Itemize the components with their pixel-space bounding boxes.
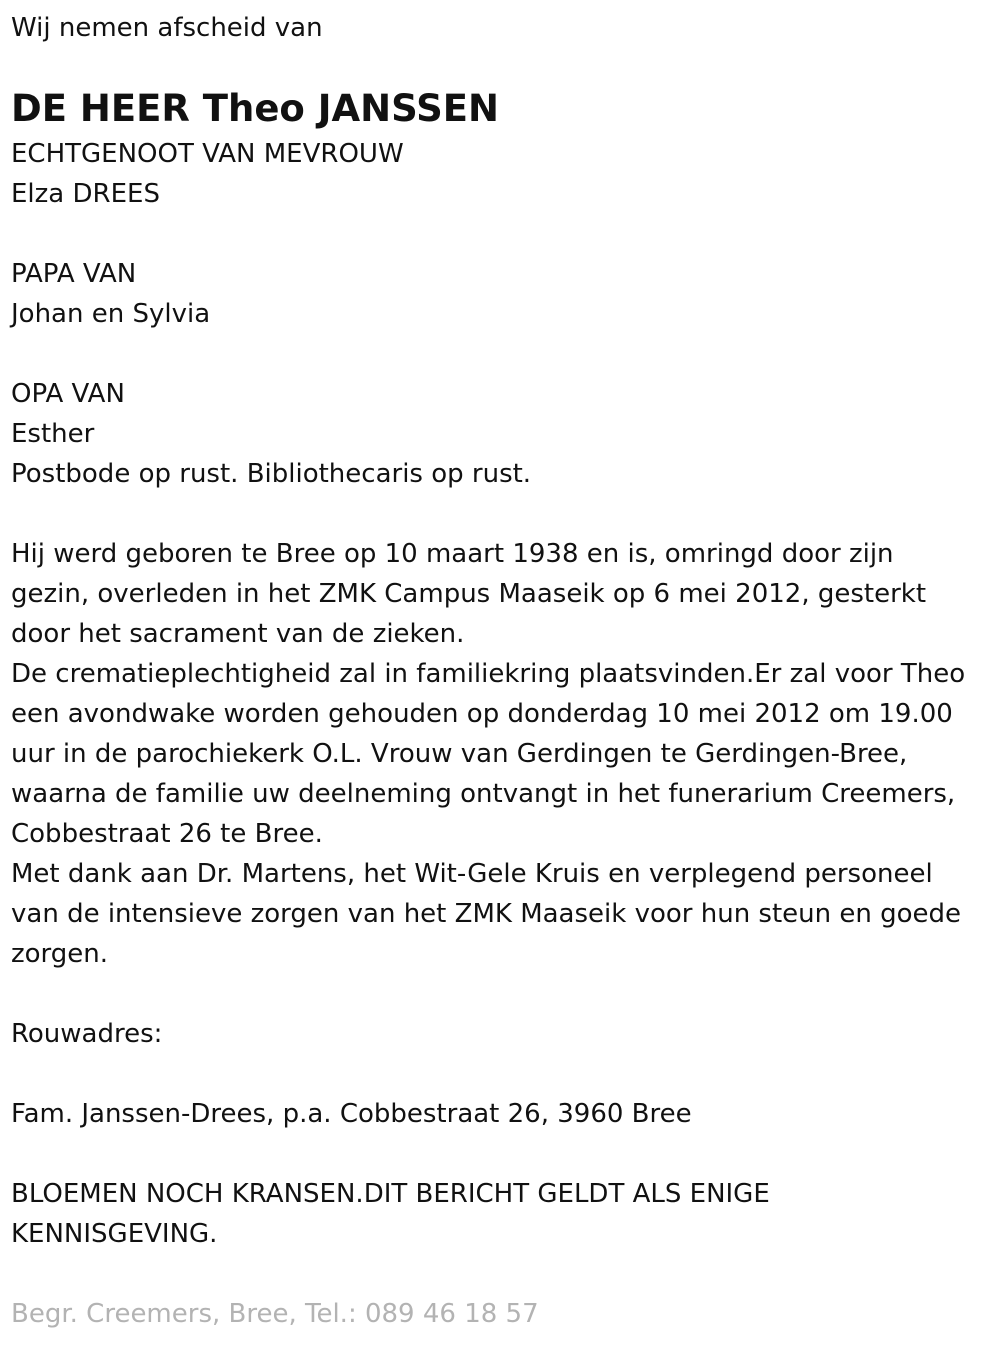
spacer [11,494,990,534]
grandchildren-label: OPA VAN [11,379,125,409]
spacer [11,974,990,1014]
children-label: PAPA VAN [11,259,137,289]
address-label: Rouwadres: [11,1019,163,1049]
body-line: uur in de parochiekerk O.L. Vrouw van Gerdingen te Gerdingen-Bree, [11,739,908,769]
intro-text: Wij nemen afscheid van [11,13,323,43]
body-line: De crematieplechtigheid zal in familiekring plaatsvinden.Er zal voor Theo [11,659,966,689]
spacer [11,214,990,254]
notice-line: KENNISGEVING. [11,1219,218,1249]
grandchildren-names: Esther [11,419,95,449]
spacer [11,1054,990,1094]
spacer [11,1134,990,1174]
deceased-name: DE HEER Theo JANSSEN [11,87,499,130]
body-line: gezin, overleden in het ZMK Campus Maaseik op 6 mei 2012, gesterkt [11,579,927,609]
body-line: zorgen. [11,939,109,969]
body-line: Met dank aan Dr. Martens, het Wit-Gele Kruis en verplegend personeel [11,859,933,889]
spouse-name: Elza DREES [11,179,160,209]
undertaker-footer: Begr. Creemers, Bree, Tel.: 089 46 18 57 [11,1299,539,1329]
body-line: een avondwake worden gehouden op donderdag 10 mei 2012 om 19.00 [11,699,953,729]
spacer [11,334,990,374]
body-line: Cobbestraat 26 te Bree. [11,819,323,849]
spacer [11,1254,990,1294]
address-text: Fam. Janssen-Drees, p.a. Cobbestraat 26, 3960 Bree [11,1099,692,1129]
spouse-label: ECHTGENOOT VAN MEVROUW [11,139,404,169]
body-paragraph [11,534,990,974]
notice-line: BLOEMEN NOCH KRANSEN.DIT BERICHT GELDT ALS ENIGE [11,1179,770,1209]
children-names: Johan en Sylvia [11,299,211,329]
body-line: van de intensieve zorgen van het ZMK Maaseik voor hun steun en goede [11,899,962,929]
occupation-text: Postbode op rust. Bibliothecaris op rust. [11,459,532,489]
body-line: waarna de familie uw deelneming ontvangt in het funerarium Creemers, [11,779,956,809]
body-line: door het sacrament van de zieken. [11,619,465,649]
body-line: Hij werd geboren te Bree op 10 maart 1938 en is, omringd door zijn [11,539,894,569]
